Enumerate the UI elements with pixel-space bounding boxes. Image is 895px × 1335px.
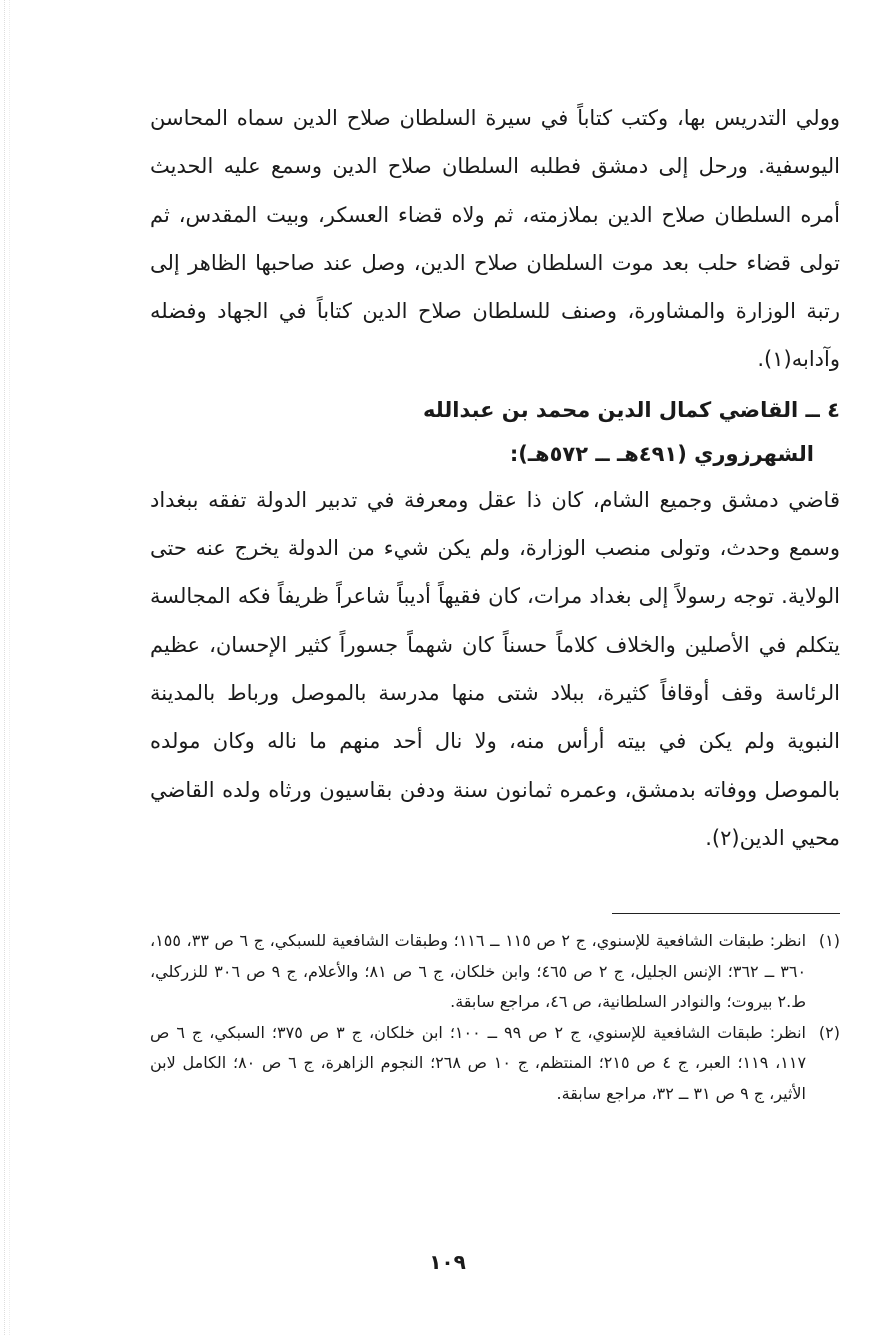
entry-heading [150, 388, 840, 476]
paragraph-salah-al-din-judge: وولي التدريس بها، وكتب كتاباً في سيرة السلطان صلاح الدين سماه المحاسن اليوسفية. ورحل إلى دمشق فطلبه السلطان صلاح الدين وسمع عليه الحديث أمره السلطان صلاح الدين بملازمته، ثم ولاه قضاء العسكر، وبيت المقدس، ثم تولى قضاء حلب بعد موت السلطان صلاح الدين، وصل عند صاحبها الظاهر إلى رتبة الوزارة والمشاورة، وصنف للسلطان صلاح الدين كتاباً في الجهاد وفضله وآدابه(١). [150, 106, 840, 372]
footnote-number: (٢) [818, 1022, 840, 1042]
entry-heading-line-2: الشهرزوري (٤٩١هـ ــ ٥٧٢هـ): [509, 441, 814, 466]
page-number: ١٠٩ [429, 1250, 466, 1274]
scan-edge-artifact-2 [9, 0, 12, 1335]
scan-edge-artifact [4, 0, 7, 1335]
entry-heading-line-1: ٤ ــ القاضي كمال الدين محمد بن عبدالله [423, 397, 840, 422]
biography-section-3-end [150, 94, 840, 384]
footnote-text: انظر: طبقات الشافعية للإسنوي، ج ٢ ص ٩٩ ــ ١٠٠؛ ابن خلكان، ج ٣ ص ٣٧٥؛ السبكي، ج ٦ ص ١١٧، ١١٩؛ العبر، ج ٤ ص ٢١٥؛ المنتظم، ج ١٠ ص ٢٦٨؛ النجوم الزاهرة، ج ٦ ص ٨٠؛ الكامل لابن الأثير، ج ٩ ص ٣١ ــ ٣٢، مراجع سابقة. [150, 1022, 807, 1103]
paragraph-kamal-al-din: قاضي دمشق وجميع الشام، كان ذا عقل ومعرفة في تدبير الدولة تفقه ببغداد وسمع وحدث، وتولى منصب الوزارة، ولم يكن شيء من الدولة يخرج عنه حتى الولاية. توجه رسولاً إلى بغداد مرات، كان فقيهاً أديباً شاعراً ظريفاً فكه المجالسة يتكلم في الأصلين والخلاف كلاماً حسناً كان شهماً جسوراً كثير الإحسان، عظيم الرئاسة وقف أوقافاً كثيرة، ببلاد شتى منها مدرسة بالموصل ورباط بالمدينة النبوية ولم يكن في بيته أرأس منه، ولا نال أحد منهم ما ناله وكان مولده بالموصل ووفاته بدمشق، وعمره ثمانون سنة ودفن بقاسيون ورثاه ولده القاضي محيي الدين(٢). [150, 487, 840, 850]
page-body [150, 94, 840, 862]
footnote-divider [612, 913, 840, 914]
footnote-1 [150, 926, 840, 1018]
footnotes [150, 913, 840, 1109]
footnote-number: (١) [818, 931, 840, 950]
footnote-2 [150, 1018, 840, 1110]
biography-section-4 [150, 476, 840, 862]
footnote-text: انظر: طبقات الشافعية للإسنوي، ج ٢ ص ١١٥ ــ ١١٦؛ وطبقات الشافعية للسبكي، ج ٦ ص ٣٣، ١٥٥، ٣٦٠ ــ ٣٦٢؛ الإنس الجليل، ج ٢ ص ٤٦٥؛ وابن خلكان، ج ٦ ص ٨١؛ والأعلام، ج ٩ ص ٣٠٦ للزركلي، ط.٢ بيروت؛ والنوادر السلطانية، ص ٤٦، مراجع سابقة. [150, 931, 807, 1011]
